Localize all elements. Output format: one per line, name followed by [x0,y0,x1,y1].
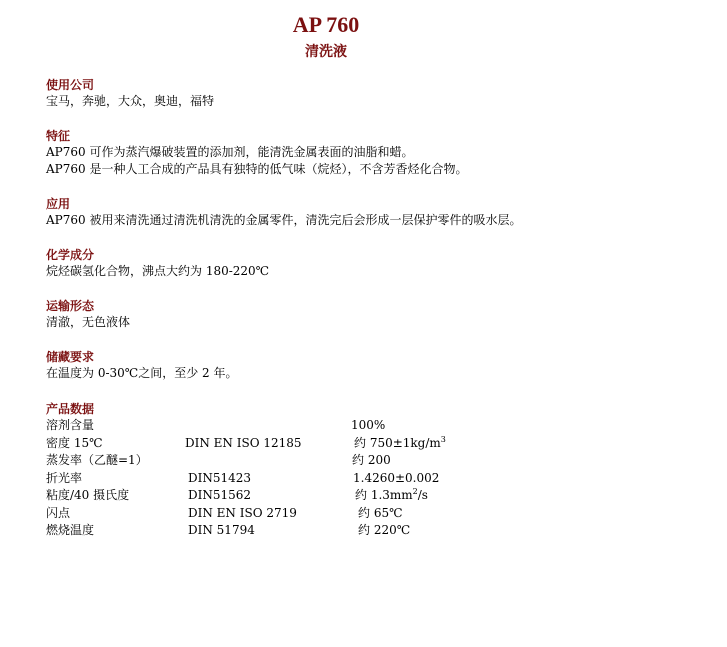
section-heading: 产品数据 [46,402,95,416]
data-row [46,435,606,453]
section-heading: 特征 [46,129,71,143]
value [351,417,385,435]
property-name: 蒸发率（乙醚=1） [46,453,148,467]
section-application [46,196,521,229]
section-heading: 应用 [46,197,71,211]
value-text: 约 200 [352,453,391,467]
section-text: AP760 被用来清洗通过清洗机清洗的金属零件，清洗完后会形成一层保护零件的吸水层。 [46,213,522,227]
value [355,487,428,505]
value [358,522,410,540]
standard: DIN51562 [188,488,252,502]
section-heading: 使用公司 [46,78,95,92]
section-text: 烷烃碳氢化合物，沸点大约为 180-220℃ [46,264,270,278]
value [353,470,439,488]
property-name: 燃烧温度 [46,523,95,537]
property-name: 闪点 [46,505,71,520]
value-text: 约 65℃ [358,505,403,520]
data-row [46,487,606,505]
standard: DIN EN ISO 2719 [188,505,297,520]
value-superscript: 3 [440,434,446,444]
section-text: 清澈，无色液体 [46,315,131,329]
section-text: AP760 可作为蒸汽爆破装置的添加剂，能清洗金属表面的油脂和蜡。 [46,145,414,159]
value-text: 1.4260±0.002 [353,470,440,485]
document-subtitle: 清洗液 [305,44,347,60]
section-transport [46,298,130,331]
standard: DIN EN ISO 12185 [185,435,302,450]
section-heading: 储藏要求 [46,350,95,364]
section-composition [46,247,269,280]
section-text: 宝马，奔驰，大众，奥迪，福特 [46,94,215,108]
section-text: AP760 是一种人工合成的产品具有独特的低气味（烷烃），不含芳香烃化合物。 [46,162,468,176]
standard: DIN51423 [188,470,252,485]
value-text: 约 1.3mm [355,488,413,502]
value-text: 100% [351,418,386,432]
section-storage [46,349,237,382]
product-data-table [46,417,606,540]
section-heading: 化学成分 [46,248,95,262]
value [358,505,403,523]
value-text: 约 220℃ [358,523,411,537]
data-row [46,505,606,523]
section-product-data [46,401,606,540]
value-superscript: 2 [412,487,418,496]
data-row [46,522,606,540]
property-name: 粘度/40 摄氏度 [46,488,130,502]
property-name: 密度 15℃ [46,435,103,450]
value-unit-tail: /s [417,488,428,502]
value-text: 约 750±1kg/m [354,435,441,450]
section-companies [46,77,214,110]
document-title: AP 760 [292,12,360,37]
data-row [46,417,606,435]
property-name: 溶剂含量 [46,418,95,432]
section-heading: 运输形态 [46,299,95,313]
section-text: 在温度为 0-30℃之间，至少 2 年。 [46,366,238,380]
property-name: 折光率 [46,470,83,485]
value [354,435,446,453]
data-row [46,470,606,488]
value [352,452,391,470]
standard: DIN 51794 [188,523,255,537]
section-features [46,128,467,178]
data-row [46,452,606,470]
